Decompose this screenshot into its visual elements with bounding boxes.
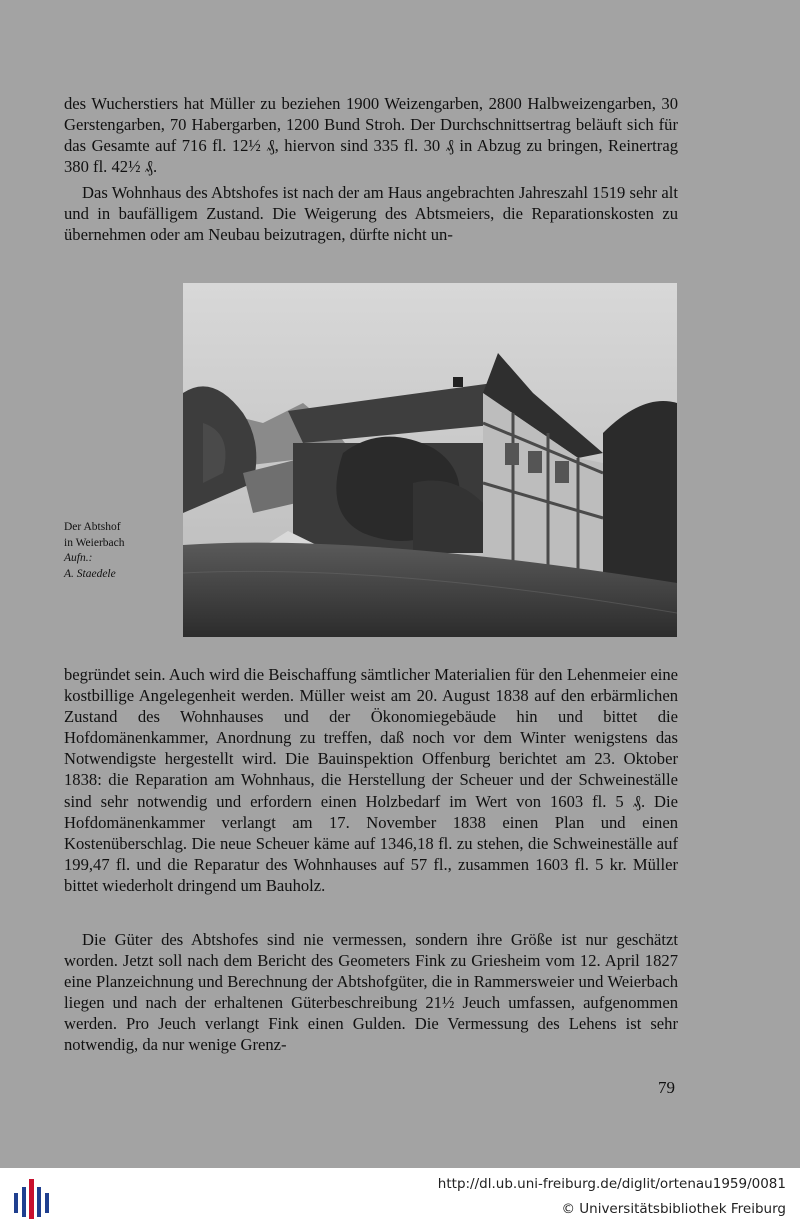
university-library-logo-icon bbox=[10, 1177, 50, 1221]
caption-credit-label: Aufn.: bbox=[64, 552, 93, 564]
paragraph-text: Das Wohnhaus des Abtshofes ist nach der am Haus angebrachten Jahreszahl 1519 sehr alt und in baufälligem Zustand. Die Weigerung des Abtsmeiers, die Reparationskosten zu übernehmen oder am Neubau beizutragen, dürfte nicht un- bbox=[64, 183, 678, 245]
paragraph bbox=[64, 182, 678, 245]
paragraph-text: Die Güter des Abtshofes sind nie vermessen, sondern ihre Größe ist nur geschätzt worden. Jetzt soll nach dem Bericht des Geometers Fink zu Griesheim vom 12. April 1827 eine Planzeichnung und Berechnung der Abtshofgüter, die in Rammersweier und Weierbach liegen und nach der erhaltenen Güterbeschreibung 21½ Jeuch umfassen, aufgenommen werden. Pro Jeuch verlangt Fink einen Gulden. Die Vermessung des Lehens ist sehr notwendig, da nur wenige Grenz- bbox=[64, 930, 678, 1055]
caption-photographer: A. Staedele bbox=[64, 567, 116, 580]
farmhouse-photo-illustration bbox=[183, 283, 677, 637]
page-number: 79 bbox=[658, 1078, 675, 1097]
paragraph: begründet sein. Auch wird die Beischaffung sämtlicher Materialien für den Lehenmeier eine kostbillige Angelegenheit werden. Müller weist am 20. August 1838 auf den erbärmlichen Zustand des Wohnhauses und der Ökonomiegebäude hin und bittet die Hofdomänenkammer, Anordnung zu treffen, daß noch vor dem Winter wenigstens das Notwendigste hergestellt wird. Die Bauinspektion Offenburg berichtet am 23. Oktober 1838: die Reparation am Wohnhaus, die Herstellung der Scheuer und der Schweineställe sind sehr notwendig und erfordern einen Holzbedarf im Wert von 1603 fl. 5 ₰. Die Hofdomänenkammer verlangt am 17. November 1838 einen Plan und einen Kostenüberschlag. Die neue Scheuer käme auf 1346,18 fl. zu stehen, die Schweineställe auf 199,47 fl. und die Reparatur des Wohnhauses auf 57 fl., zusammen 1603 fl. 5 kr. Müller bittet wiederholt dringend um Bauholz. bbox=[64, 665, 678, 895]
photo-caption bbox=[64, 520, 174, 582]
copyright-notice: © Universitätsbibliothek Freiburg bbox=[561, 1201, 786, 1217]
source-url-link[interactable]: http://dl.ub.uni-freiburg.de/diglit/ortenau1959/0081 bbox=[437, 1176, 786, 1192]
paragraph bbox=[64, 929, 678, 1056]
abtshof-photo bbox=[183, 283, 677, 637]
caption-place: in Weierbach bbox=[64, 536, 125, 549]
paragraph: des Wucherstiers hat Müller zu beziehen 1900 Weizengarben, 2800 Halbweizengarben, 30 Gerstengarben, 70 Habergarben, 1200 Bund Stroh. Der Durchschnittsertrag beläuft sich für das Gesamte auf 716 fl. 12½ ₰, hiervon sind 335 fl. 30 ₰ in Abzug zu bringen, Reinertrag 380 fl. 42½ ₰. bbox=[64, 94, 678, 177]
caption-title: Der Abtshof bbox=[64, 521, 121, 533]
